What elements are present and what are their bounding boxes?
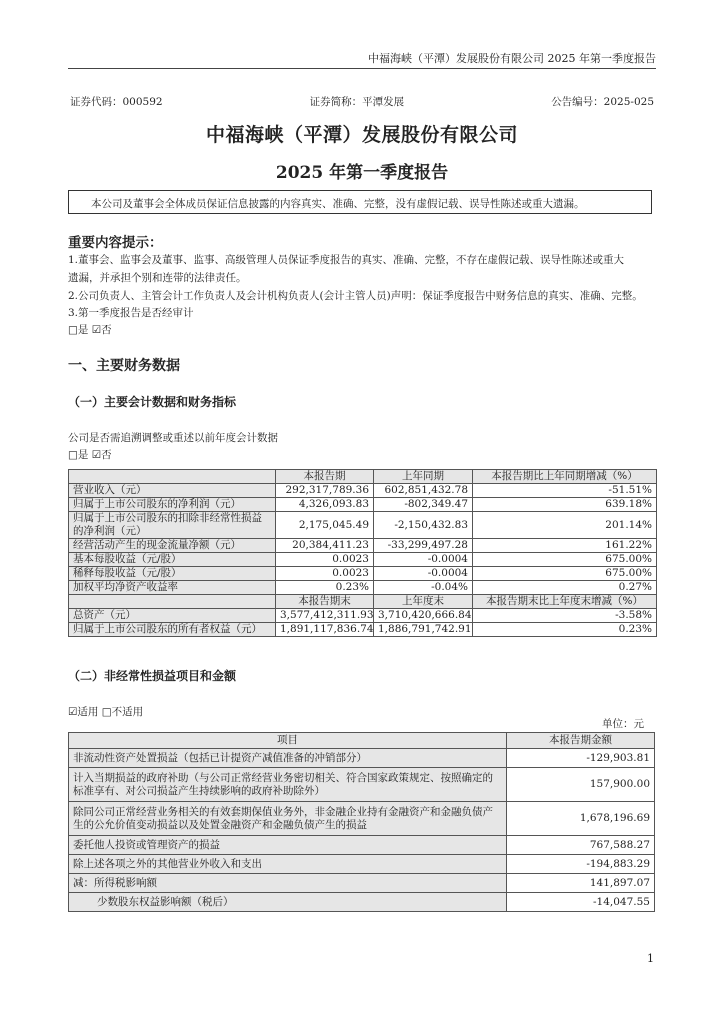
- table-header-cell: 本报告期: [276, 470, 374, 484]
- table-row: [69, 855, 655, 874]
- important-item-3: 3.第一季度报告是否经审计: [68, 307, 194, 319]
- table-row: [69, 768, 655, 802]
- applicable-checkbox-answer: ☑适用 □不适用: [68, 706, 144, 718]
- stock-abbr: 证券简称：平潭发展: [309, 96, 405, 108]
- table-row: [69, 874, 655, 893]
- table-row: [69, 498, 657, 512]
- value-cell: 3,710,420,666.84: [374, 609, 473, 623]
- restate-question: 公司是否需追溯调整或重述以前年度会计数据: [68, 432, 278, 444]
- page-number: 1: [647, 952, 654, 965]
- table-header-cell: 本报告期金额: [507, 733, 655, 749]
- important-item-1-line-2: 遗漏，并承担个别和连带的法律责任。: [68, 272, 247, 284]
- value-cell: 1,678,196.69: [507, 802, 655, 836]
- table-header-cell: [69, 470, 276, 484]
- value-cell: 675.00%: [473, 553, 657, 567]
- row-label-cell: 减：所得税影响额: [69, 874, 507, 893]
- value-cell: 4,326,093.83: [276, 498, 374, 512]
- row-label-cell: 营业收入（元）: [69, 484, 276, 498]
- table-row: [69, 484, 657, 498]
- row-label-cell: 基本每股收益（元/股）: [69, 553, 276, 567]
- important-heading: 重要内容提示：: [68, 235, 163, 251]
- subsection-accounting-data: （一）主要会计数据和财务指标: [68, 395, 237, 409]
- value-cell: -51.51%: [473, 484, 657, 498]
- value-cell: 602,851,432.78: [374, 484, 473, 498]
- important-item-2: 2.公司负责人、主管会计工作负责人及会计机构负责人(会计主管人员)声明：保证季度报告中财务信息的真实、准确、完整。: [68, 290, 643, 302]
- section-main-financial-data: 一、主要财务数据: [68, 358, 180, 374]
- row-label-cell: 加权平均净资产收益率: [69, 581, 276, 595]
- company-title: 中福海峡（平潭）发展股份有限公司: [205, 124, 518, 146]
- value-cell: 20,384,411.23: [276, 539, 374, 553]
- value-cell: -0.0004: [374, 567, 473, 581]
- table-row: [69, 802, 655, 836]
- row-label-cell: 计入当期损益的政府补助（与公司正常经营业务密切相关、符合国家政策规定、按照确定的标准享有、对公司损益产生持续影响的政府补助除外）: [69, 768, 507, 802]
- important-item-1-line-1: 1.董事会、监事会及董事、监事、高级管理人员保证季度报告的真实、准确、完整，不存在虚假记载、误导性陈述或重大: [68, 254, 625, 266]
- row-label-cell: 委托他人投资或管理资产的损益: [69, 836, 507, 855]
- value-cell: 0.23%: [276, 581, 374, 595]
- value-cell: -2,150,432.83: [374, 512, 473, 539]
- restate-checkbox-answer: □是 ☑否: [68, 449, 112, 461]
- table-row: [69, 539, 657, 553]
- table-row: [69, 512, 657, 539]
- value-cell: 2,175,045.49: [276, 512, 374, 539]
- value-cell: -129,903.81: [507, 749, 655, 768]
- row-label-cell: 归属于上市公司股东的所有者权益（元）: [69, 623, 276, 637]
- table-header-cell: [69, 595, 276, 609]
- value-cell: -0.0004: [374, 553, 473, 567]
- row-label-cell: 少数股东权益影响额（税后）: [69, 893, 507, 912]
- table-row: [69, 836, 655, 855]
- main-financial-table: [68, 469, 657, 637]
- value-cell: 0.27%: [473, 581, 657, 595]
- table-row: [69, 623, 657, 637]
- table-header-cell: 项目: [69, 733, 507, 749]
- row-label-cell: 总资产（元）: [69, 609, 276, 623]
- value-cell: -0.04%: [374, 581, 473, 595]
- table-row: [69, 749, 655, 768]
- value-cell: 292,317,789.36: [276, 484, 374, 498]
- value-cell: 0.0023: [276, 553, 374, 567]
- subsection-nonrecurring-items: （二）非经常性损益项目和金额: [68, 669, 237, 683]
- table-header-cell: 本报告期比上年同期增减（%）: [473, 470, 657, 484]
- value-cell: -3.58%: [473, 609, 657, 623]
- table-row: [69, 609, 657, 623]
- table-header-cell: 上年同期: [374, 470, 473, 484]
- value-cell: 767,588.27: [507, 836, 655, 855]
- report-title: 2025 年第一季度报告: [275, 163, 449, 183]
- table-row: [69, 581, 657, 595]
- value-cell: -14,047.55: [507, 893, 655, 912]
- row-label-cell: 除上述各项之外的其他营业外收入和支出: [69, 855, 507, 874]
- value-cell: 157,900.00: [507, 768, 655, 802]
- value-cell: 1,891,117,836.74: [276, 623, 374, 637]
- value-cell: 161.22%: [473, 539, 657, 553]
- table-header-row: [69, 595, 657, 609]
- value-cell: 141,897.07: [507, 874, 655, 893]
- running-header: 中福海峡（平潭）发展股份有限公司 2025 年第一季度报告: [368, 52, 656, 65]
- value-cell: 0.0023: [276, 567, 374, 581]
- meta-row: [70, 94, 654, 109]
- audit-checkbox-answer: □是 ☑否: [68, 324, 112, 336]
- table-header-cell: 本报告期末: [276, 595, 374, 609]
- table-header-cell: 本报告期末比上年度末增减（%）: [473, 595, 657, 609]
- value-cell: 639.18%: [473, 498, 657, 512]
- value-cell: 675.00%: [473, 567, 657, 581]
- stock-code: 证券代码：000592: [70, 96, 163, 108]
- row-label-cell: 稀释每股收益（元/股）: [69, 567, 276, 581]
- value-cell: 1,886,791,742.91: [374, 623, 473, 637]
- row-label-cell: 归属于上市公司股东的扣除非经常性损益的净利润（元）: [69, 512, 276, 539]
- value-cell: -33,299,497.28: [374, 539, 473, 553]
- table-row: [69, 553, 657, 567]
- row-label-cell: 除同公司正常经营业务相关的有效套期保值业务外，非金融企业持有金融资产和金融负债产生的公允价值变动损益以及处置金融资产和金融负债产生的损益: [69, 802, 507, 836]
- nonrecurring-table: [68, 732, 655, 912]
- row-label-cell: 经营活动产生的现金流量净额（元）: [69, 539, 276, 553]
- header-rule: [68, 68, 656, 69]
- value-cell: -194,883.29: [507, 855, 655, 874]
- table-header-row: [69, 733, 655, 749]
- table-header-cell: 上年度末: [374, 595, 473, 609]
- value-cell: 3,577,412,311.93: [276, 609, 374, 623]
- row-label-cell: 归属于上市公司股东的净利润（元）: [69, 498, 276, 512]
- table-header-row: [69, 470, 657, 484]
- table-row: [69, 567, 657, 581]
- disclaimer-box: 本公司及董事会全体成员保证信息披露的内容真实、准确、完整，没有虚假记载、误导性陈述或重大遗漏。: [68, 190, 652, 214]
- value-cell: 201.14%: [473, 512, 657, 539]
- value-cell: -802,349.47: [374, 498, 473, 512]
- unit-label: 单位：元: [602, 718, 644, 730]
- announcement-no: 公告编号：2025-025: [551, 96, 654, 108]
- table-row: [69, 893, 655, 912]
- row-label-cell: 非流动性资产处置损益（包括已计提资产减值准备的冲销部分）: [69, 749, 507, 768]
- value-cell: 0.23%: [473, 623, 657, 637]
